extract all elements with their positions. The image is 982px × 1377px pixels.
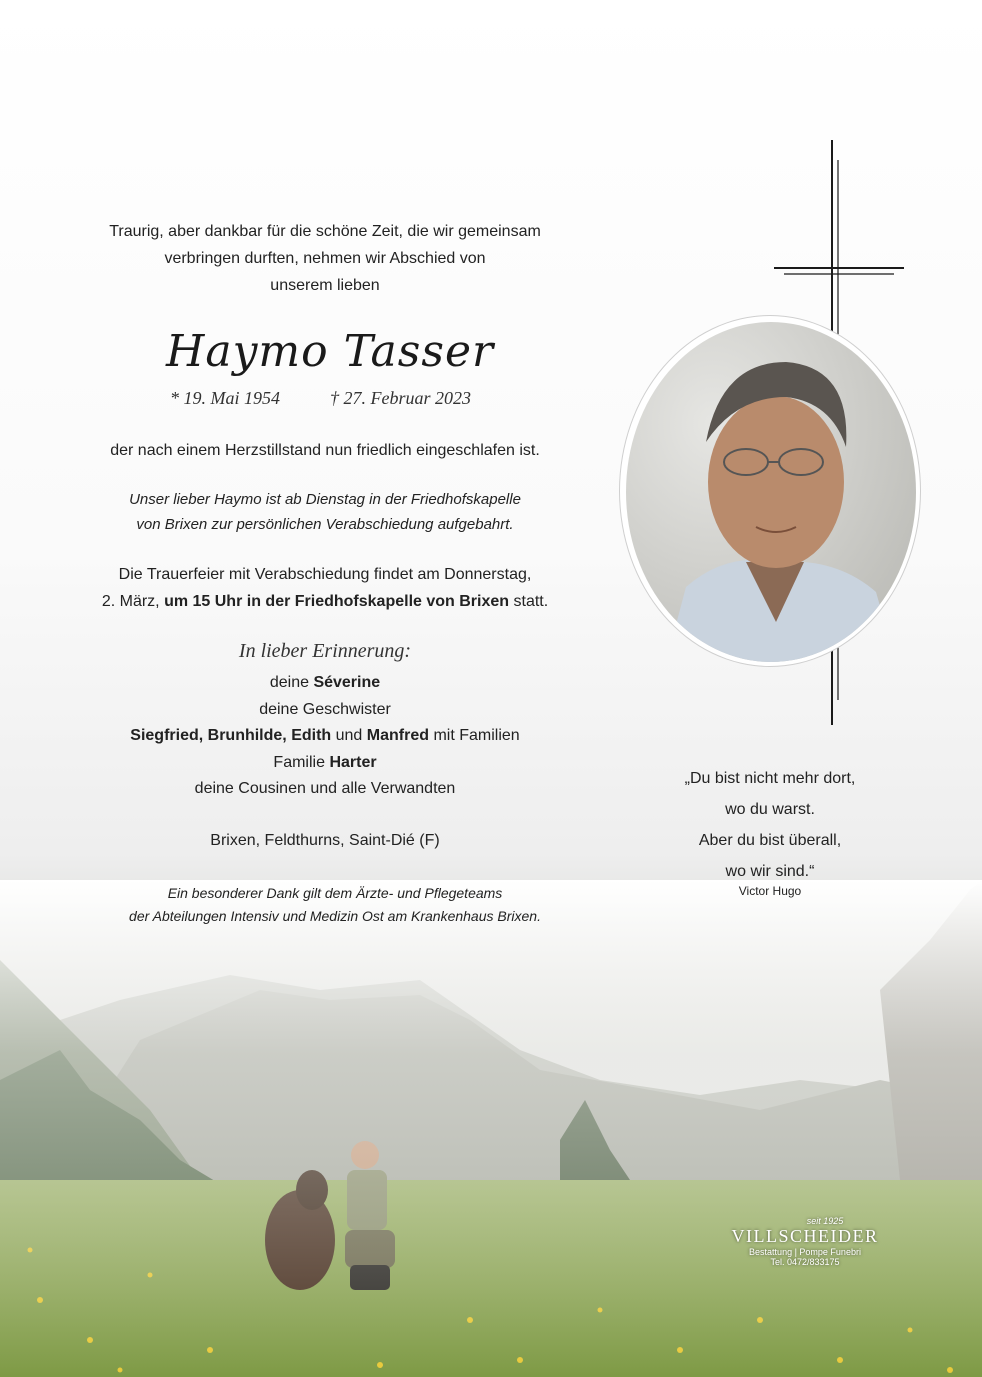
quote-line: „Du bist nicht mehr dort, xyxy=(684,770,856,787)
mourner-name: Harter xyxy=(329,753,377,771)
funeral-home-subtitle: Bestattung | Pompe Funebri xyxy=(749,1247,861,1257)
thanks-text xyxy=(60,882,610,928)
death-date: † 27. Februar 2023 xyxy=(330,388,471,408)
mourner-row: deine Cousinen und alle Verwandten xyxy=(194,780,456,797)
mourner-text: mit Familien xyxy=(429,727,520,744)
mourner-row xyxy=(60,670,590,697)
intro-text xyxy=(60,218,590,299)
mourner-row: deine Geschwister xyxy=(259,700,391,718)
mourner-text: deine xyxy=(269,674,314,691)
viewing-line: von Brixen zur persönlichen Verabschiedung aufgebahrt. xyxy=(136,516,514,533)
viewing-info xyxy=(60,487,590,537)
funeral-home-name: VILLSCHEIDER xyxy=(731,1226,879,1246)
intro-line: verbringen durften, nehmen wir Abschied von xyxy=(164,250,486,267)
mourners-list xyxy=(60,670,590,803)
mountain-meadow-photo xyxy=(0,880,982,1377)
memory-heading: In lieber Erinnerung: xyxy=(238,640,412,662)
ceremony-line: Die Trauerfeier mit Verabschiedung findet am Donnerstag, xyxy=(118,566,532,583)
ceremony-date: 2. März, xyxy=(101,593,165,610)
intro-line: unserem lieben xyxy=(270,277,380,294)
deceased-name: Haymo Tasser xyxy=(165,326,495,377)
thanks-line: Ein besonderer Dank gilt dem Ärzte- und Pflegeteams xyxy=(167,885,503,901)
mourner-name: Siegfried, Brunhilde, Edith xyxy=(130,727,332,744)
mourner-name: Manfred xyxy=(366,727,430,744)
quote xyxy=(650,763,890,887)
ceremony-info xyxy=(60,561,590,615)
ceremony-line xyxy=(60,588,590,615)
passing-text: der nach einem Herzstillstand nun friedlich eingeschlafen ist. xyxy=(110,442,540,459)
funeral-home-since: seit 1925 xyxy=(806,1216,844,1226)
mourner-row xyxy=(60,723,590,750)
funeral-home-logo xyxy=(720,1216,890,1267)
funeral-home-phone: Tel. 0472/833175 xyxy=(770,1257,840,1267)
quote-line: Aber du bist überall, xyxy=(698,832,842,849)
quote-line: wo du warst. xyxy=(725,801,815,818)
ceremony-end: statt. xyxy=(509,593,549,610)
viewing-line: Unser lieber Haymo ist ab Dienstag in der Friedhofskapelle xyxy=(129,491,521,508)
quote-line: wo wir sind.“ xyxy=(725,863,815,880)
ceremony-time-place: um 15 Uhr in der Friedhofskapelle von Brixen xyxy=(164,593,510,610)
intro-line: Traurig, aber dankbar für die schöne Zeit, die wir gemeinsam xyxy=(109,223,541,240)
mourner-row xyxy=(60,750,590,777)
mourner-name: Séverine xyxy=(313,674,381,691)
thanks-line: der Abteilungen Intensiv und Medizin Ost am Krankenhaus Brixen. xyxy=(129,908,541,924)
mourner-text: und xyxy=(331,727,367,744)
birth-date: * 19. Mai 1954 xyxy=(170,388,280,408)
quote-author: Victor Hugo xyxy=(738,884,802,898)
portrait-photo xyxy=(626,322,916,662)
places: Brixen, Feldthurns, Saint-Dié (F) xyxy=(210,832,440,849)
mourner-text: Familie xyxy=(273,753,330,771)
